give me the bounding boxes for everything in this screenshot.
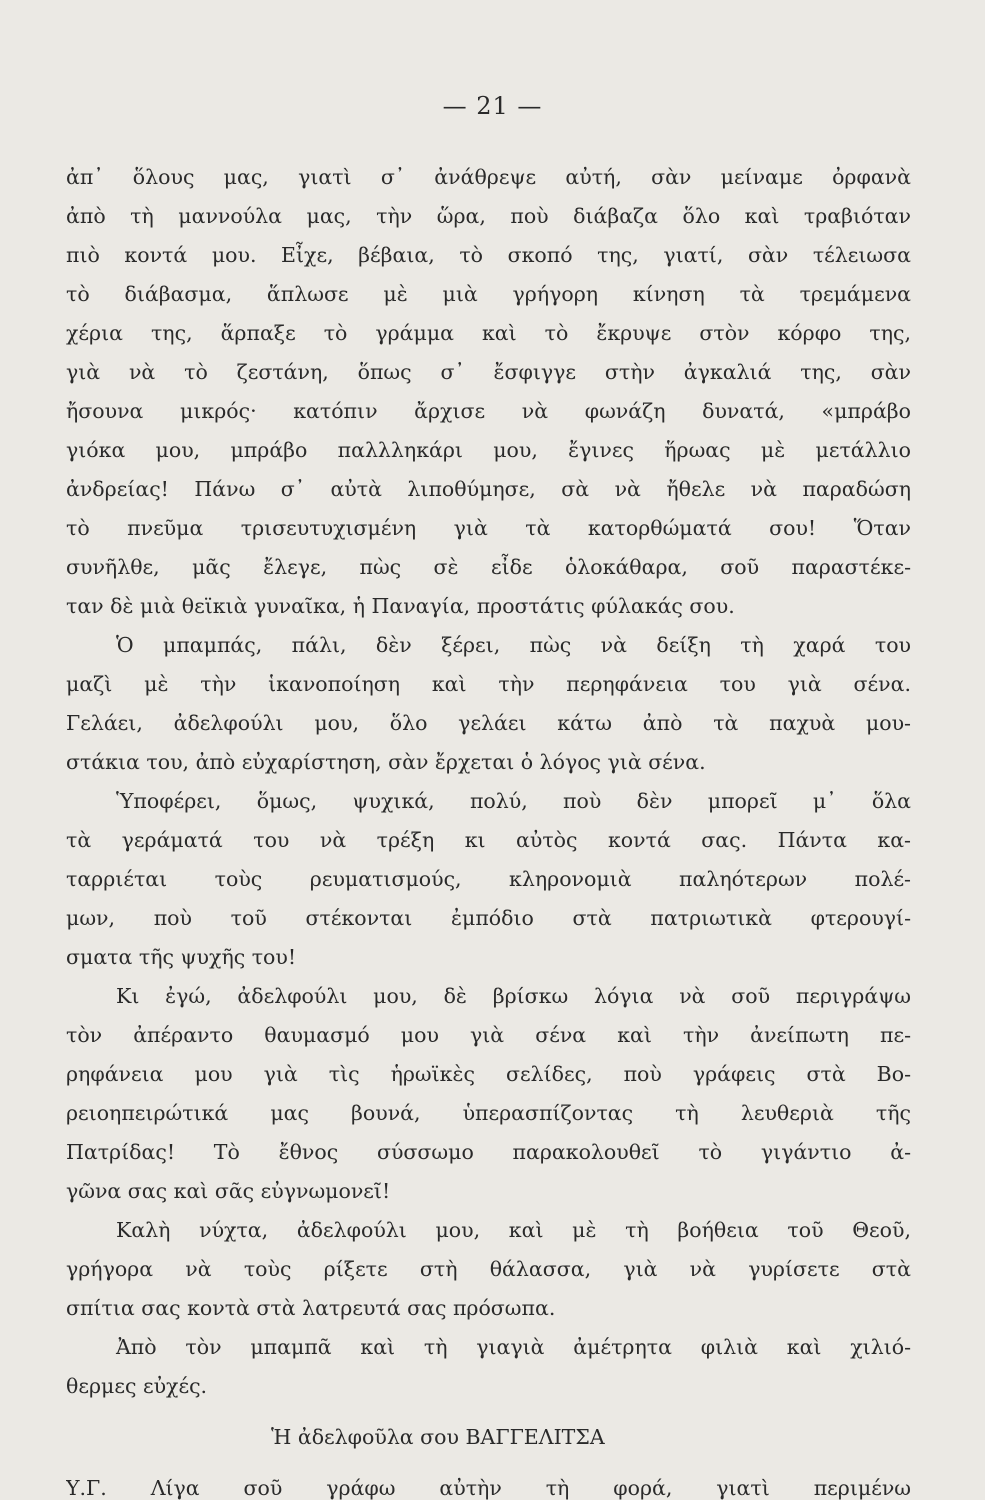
text-line: ταν δὲ μιὰ θεϊκιὰ γυναῖκα, ἡ Παναγία, προστάτις φύλακάς σου. (66, 594, 735, 618)
text-line: γιόκα μου, μπράβο παλλληκάρι μου, ἔγινες ἥρωας μὲ μετάλλιο (66, 438, 911, 462)
text-line: σματα τῆς ψυχῆς του! (66, 945, 297, 969)
text-line: γρήγορα νὰ τοὺς ρίξετε στὴ θάλασσα, γιὰ νὰ γυρίσετε στὰ (66, 1257, 911, 1281)
text-line: Κι ἐγώ, ἀδελφούλι μου, δὲ βρίσκω λόγια νὰ σοῦ περιγράψω (116, 984, 911, 1008)
text-line: Ὑποφέρει, ὅμως, ψυχικά, πολύ, ποὺ δὲν μπορεῖ μ᾿ ὅλα (116, 789, 911, 813)
text-line: ἀπὸ τὴ μαννούλα μας, τὴν ὥρα, ποὺ διάβαζα ὅλο καὶ τραβιόταν (66, 204, 911, 228)
text-line: ἀπ᾿ ὅλους μας, γιατὶ σ᾿ ἀνάθρεψε αὐτή, σὰν μείναμε ὀρφανὰ (66, 165, 911, 189)
text-line: τὸ διάβασμα, ἅπλωσε μὲ μιὰ γρήγορη κίνηση τὰ τρεμάμενα (66, 282, 911, 306)
text-line: Ὁ μπαμπάς, πάλι, δὲν ξέρει, πὼς νὰ δείξη τὴ χαρά του (116, 633, 911, 657)
text-line: Ἀπὸ τὸν μπαμπᾶ καὶ τὴ γιαγιὰ ἀμέτρητα φιλιὰ καὶ χιλιό- (116, 1335, 911, 1359)
text-line: στάκια του, ἀπὸ εὐχαρίστηση, σὰν ἔρχεται ὁ λόγος γιὰ σένα. (66, 750, 706, 774)
text-line: ἤσουνα μικρός· κατόπιν ἄρχισε νὰ φωνάζη δυνατά, «μπράβο (66, 399, 911, 423)
postscript-line: Υ.Γ. Λίγα σοῦ γράφω αὐτὴν τὴ φορά, γιατὶ περιμένω (66, 1476, 911, 1500)
text-line: τὸ πνεῦμα τρισευτυχισμένη γιὰ τὰ κατορθώματά σου! Ὅταν (66, 516, 911, 540)
text-line: γιὰ νὰ τὸ ζεστάνη, ὅπως σ᾿ ἔσφιγγε στὴν ἀγκαλιά της, σὰν (66, 360, 911, 384)
page-number: — 21 — (442, 92, 543, 120)
text-line: μαζὶ μὲ τὴν ἱκανοποίηση καὶ τὴν περηφάνεια του γιὰ σένα. (66, 672, 911, 696)
text-line: σπίτια σας κοντὰ στὰ λατρευτά σας πρόσωπα. (66, 1296, 556, 1320)
text-line: ἀνδρείας! Πάνω σ᾿ αὐτὰ λιποθύμησε, σὰ νὰ ἤθελε νὰ παραδώση (66, 477, 911, 501)
text-line: θερμες εὐχές. (66, 1374, 208, 1398)
text-line: Καλὴ νύχτα, ἀδελφούλι μου, καὶ μὲ τὴ βοήθεια τοῦ Θεοῦ, (116, 1218, 911, 1242)
text-line: μων, ποὺ τοῦ στέκονται ἐμπόδιο στὰ πατριωτικὰ φτερουγί- (66, 906, 911, 930)
text-line: χέρια της, ἅρπαξε τὸ γράμμα καὶ τὸ ἔκρυψε στὸν κόρφο της, (66, 321, 911, 345)
text-line: τὰ γεράματά του νὰ τρέξη κι αὐτὸς κοντά σας. Πάντα κα- (66, 828, 911, 852)
text-line: ταρριέται τοὺς ρευματισμούς, κληρονομιὰ παληότερων πολέ- (66, 867, 911, 891)
text-line: γῶνα σας καὶ σᾶς εὐγνωμονεῖ! (66, 1179, 391, 1203)
text-line: πιὸ κοντά μου. Εἶχε, βέβαια, τὸ σκοπό της, γιατί, σὰν τέλειωσα (66, 243, 911, 267)
text-line: τὸν ἀπέραντο θαυμασμό μου γιὰ σένα καὶ τὴν ἀνείπωτη πε- (66, 1023, 911, 1047)
text-line: Πατρίδας! Τὸ ἔθνος σύσσωμο παρακολουθεῖ τὸ γιγάντιο ἀ- (66, 1140, 911, 1164)
text-line: ρηφάνεια μου γιὰ τὶς ἡρωϊκὲς σελίδες, ποὺ γράφεις στὰ Βο- (66, 1062, 911, 1086)
letter-signature: Ἡ ἀδελφοῦλα σου ΒΑΓΓΕΛΙΤΣΑ (271, 1425, 605, 1449)
letter-body (66, 158, 911, 1500)
text-line: συνῆλθε, μᾶς ἔλεγε, πὼς σὲ εἶδε ὁλοκάθαρα, σοῦ παραστέκε- (66, 555, 911, 579)
text-line: ρειοηπειρώτικά μας βουνά, ὑπερασπίζοντας τὴ λευθεριὰ τῆς (66, 1101, 911, 1125)
text-line: Γελάει, ἀδελφούλι μου, ὅλο γελάει κάτω ἀπὸ τὰ παχυὰ μου- (66, 711, 911, 735)
